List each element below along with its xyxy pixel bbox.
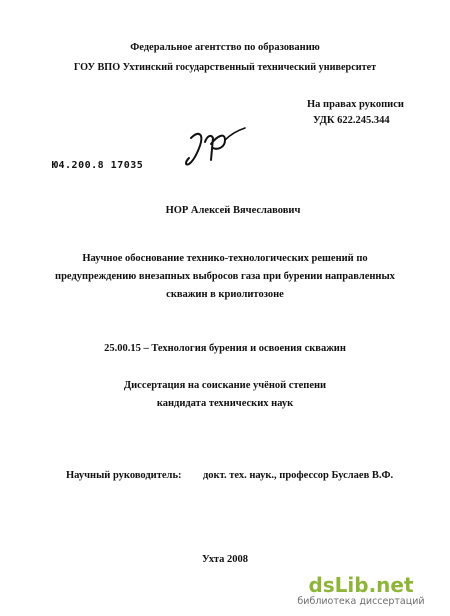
dslib-watermark: [286, 574, 436, 608]
handwritten-signature: [181, 120, 251, 168]
title-line-1: Научное обоснование технико-технологических решений по: [82, 253, 368, 264]
supervisor-label: Научный руководитель:: [66, 470, 182, 481]
degree-line-2: кандидата технических наук: [156, 398, 294, 409]
degree-line-1: Диссертация на соискание учёной степени: [123, 380, 327, 391]
manuscript-rights: На правах рукописи: [307, 99, 404, 110]
university-line: ГОУ ВПО Ухтинский государственный технический университет: [73, 62, 377, 73]
title-line-2: предупреждению внезапных выбросов газа при бурении направленных: [55, 271, 395, 282]
place-year: Ухта 2008: [202, 554, 248, 565]
author-name: НОР Алексей Вячеславович: [165, 205, 301, 216]
specialty-line: 25.00.15 – Технология бурения и освоения скважин: [104, 343, 346, 354]
supervisor-value: докт. тех. наук., профессор Буслаев В.Ф.: [203, 470, 394, 481]
registration-stamp: Ю4.200.8 17035: [52, 160, 144, 171]
agency-line: Федеральное агентство по образованию: [130, 42, 320, 53]
watermark-subtitle: библиотека диссертаций: [297, 596, 425, 607]
watermark-logo: dsLib.net: [308, 573, 414, 597]
udc-code: УДК 622.245.344: [313, 115, 390, 126]
title-line-3: скважин в криолитозоне: [166, 289, 284, 300]
